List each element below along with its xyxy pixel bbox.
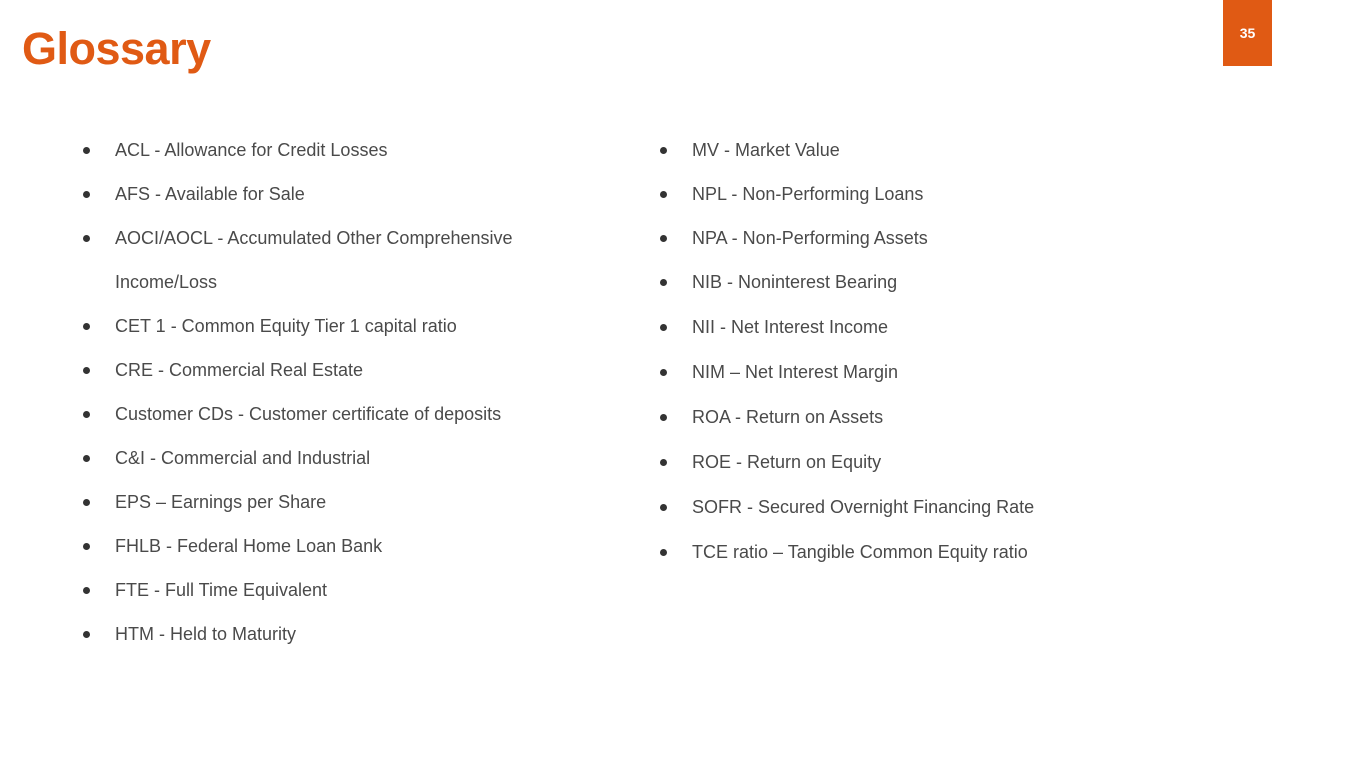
- glossary-list-right: [657, 128, 1117, 575]
- glossary-term: AOCI/AOCL - Accumulated Other Comprehensive Income/Loss: [115, 228, 513, 292]
- glossary-item: [657, 128, 1117, 172]
- glossary-term: C&I - Commercial and Industrial: [115, 448, 371, 468]
- bullet-icon: [83, 631, 90, 638]
- page-number: 35: [1239, 25, 1256, 41]
- bullet-icon: [660, 191, 667, 198]
- glossary-term: SOFR - Secured Overnight Financing Rate: [692, 497, 1035, 517]
- glossary-item: [657, 172, 1117, 216]
- glossary-term: MV - Market Value: [692, 140, 840, 160]
- glossary-term: CRE - Commercial Real Estate: [115, 360, 364, 380]
- glossary-item: [657, 305, 1117, 350]
- glossary-item: [80, 612, 560, 656]
- glossary-item: [657, 530, 1117, 575]
- bullet-icon: [83, 499, 90, 506]
- glossary-term: NPL - Non-Performing Loans: [692, 184, 924, 204]
- glossary-item: [80, 348, 560, 392]
- glossary-term: ACL - Allowance for Credit Losses: [115, 140, 388, 160]
- glossary-item: [657, 485, 1117, 530]
- glossary-item: [80, 480, 560, 524]
- glossary-item: [657, 216, 1117, 260]
- glossary-term: ROA - Return on Assets: [692, 407, 884, 427]
- glossary-term: Customer CDs - Customer certificate of deposits: [115, 404, 502, 424]
- glossary-item: [80, 392, 560, 436]
- bullet-icon: [660, 369, 667, 376]
- bullet-icon: [660, 324, 667, 331]
- page-title: Glossary: [22, 23, 211, 74]
- glossary-item: [80, 568, 560, 612]
- page-number-badge: [1223, 0, 1272, 66]
- glossary-term: HTM - Held to Maturity: [115, 624, 297, 644]
- bullet-icon: [660, 549, 667, 556]
- bullet-icon: [83, 543, 90, 550]
- bullet-icon: [83, 191, 90, 198]
- glossary-item: [657, 350, 1117, 395]
- glossary-item: [80, 524, 560, 568]
- bullet-icon: [83, 455, 90, 462]
- glossary-item: [80, 436, 560, 480]
- bullet-icon: [660, 459, 667, 466]
- glossary-term: FHLB - Federal Home Loan Bank: [115, 536, 383, 556]
- glossary-term: AFS - Available for Sale: [115, 184, 305, 204]
- glossary-term: NIB - Noninterest Bearing: [692, 272, 898, 292]
- glossary-term: NIM – Net Interest Margin: [692, 362, 899, 382]
- bullet-icon: [83, 411, 90, 418]
- glossary-term: FTE - Full Time Equivalent: [115, 580, 328, 600]
- glossary-item: [80, 172, 560, 216]
- glossary-list-left: [80, 128, 560, 656]
- bullet-icon: [83, 147, 90, 154]
- glossary-item: [657, 440, 1117, 485]
- glossary-item: [80, 304, 560, 348]
- bullet-icon: [660, 414, 667, 421]
- bullet-icon: [660, 235, 667, 242]
- bullet-icon: [83, 367, 90, 374]
- bullet-icon: [83, 235, 90, 242]
- bullet-icon: [660, 147, 667, 154]
- glossary-item: [657, 260, 1117, 305]
- glossary-term: EPS – Earnings per Share: [115, 492, 327, 512]
- glossary-term: NPA - Non-Performing Assets: [692, 228, 928, 248]
- glossary-term: TCE ratio – Tangible Common Equity ratio: [692, 542, 1028, 562]
- glossary-term: NII - Net Interest Income: [692, 317, 889, 337]
- glossary-term: ROE - Return on Equity: [692, 452, 882, 472]
- bullet-icon: [83, 323, 90, 330]
- glossary-term: CET 1 - Common Equity Tier 1 capital ratio: [115, 316, 457, 336]
- bullet-icon: [660, 279, 667, 286]
- bullet-icon: [83, 587, 90, 594]
- glossary-item: [657, 395, 1117, 440]
- glossary-item: [80, 216, 560, 304]
- glossary-item: [80, 128, 560, 172]
- bullet-icon: [660, 504, 667, 511]
